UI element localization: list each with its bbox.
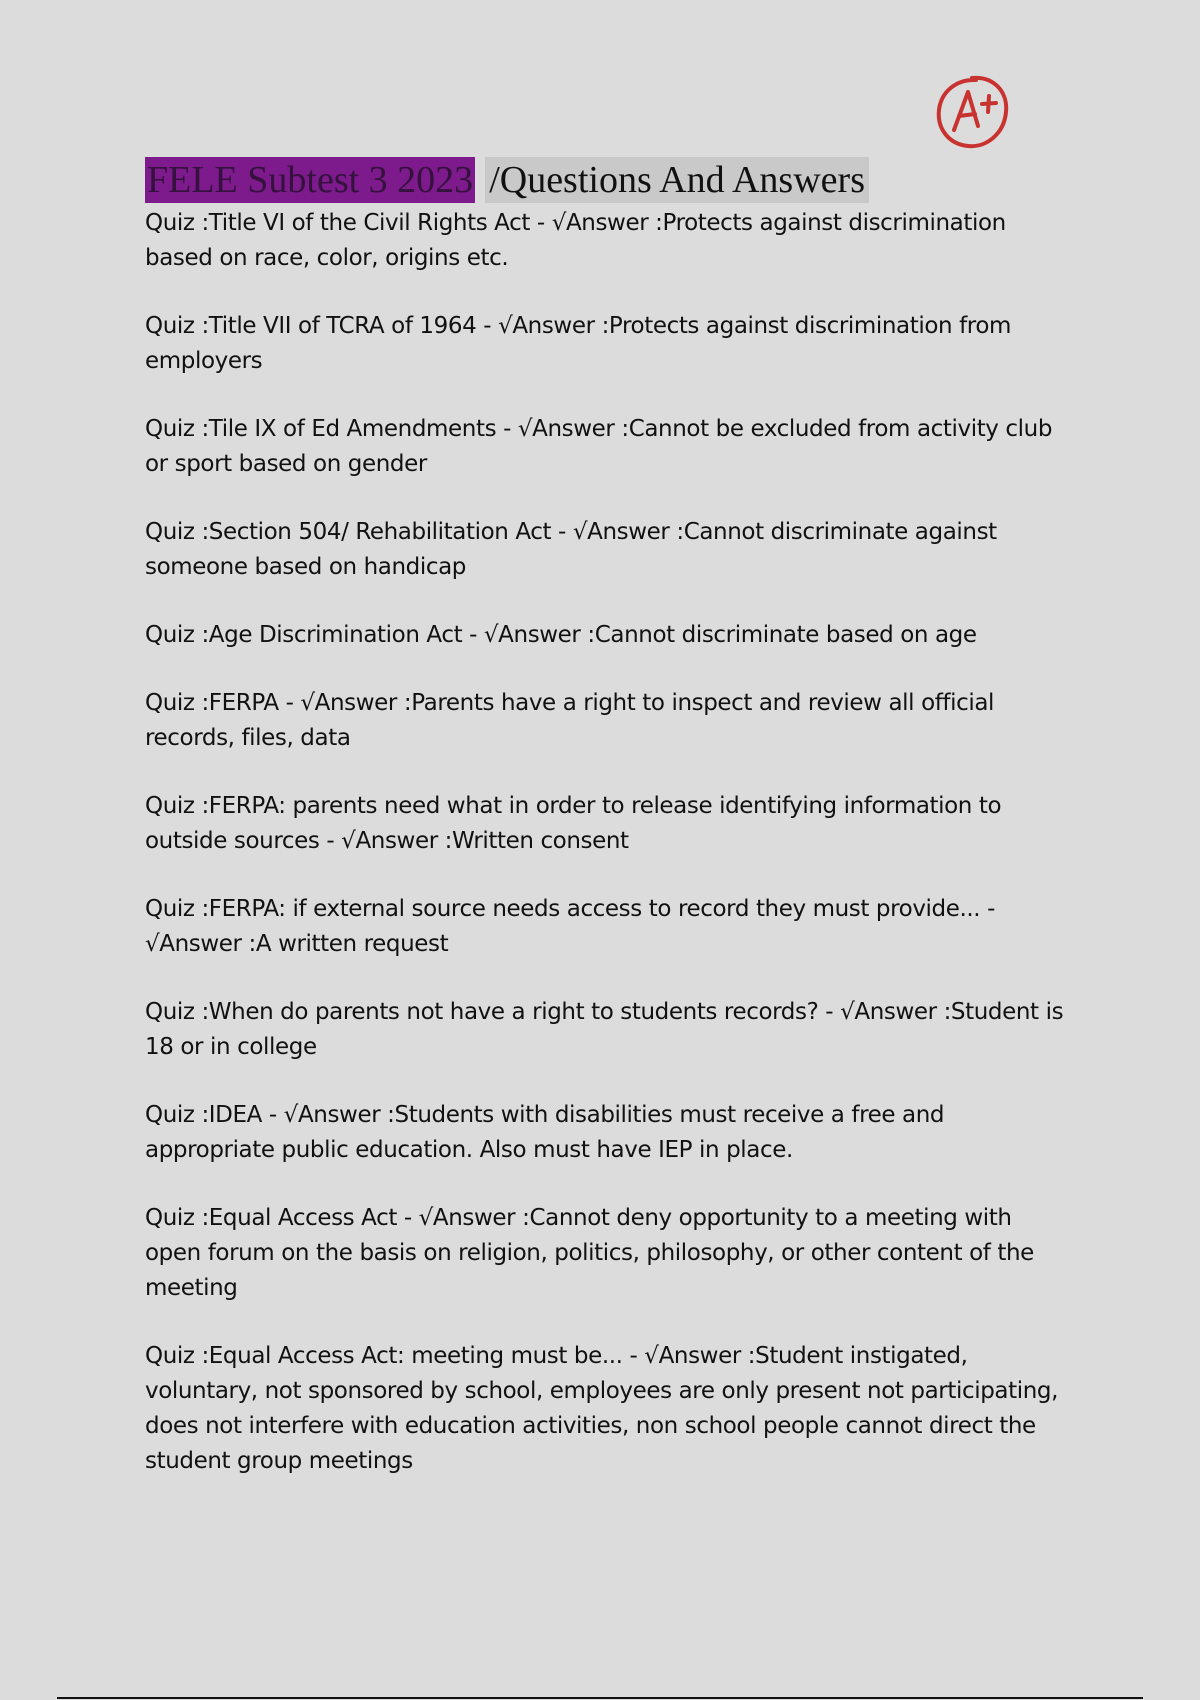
qa-item: Quiz :Equal Access Act: meeting must be... - √Answer :Student instigated, voluntary, not sponsored by school, employees are only present not participating, does not interfere with education activities, non school people cannot direct the student group meetings xyxy=(145,1343,1058,1474)
qa-item: Quiz :IDEA - √Answer :Students with disabilities must receive a free and appropriate public education. Also must have IEP in place. xyxy=(145,1102,945,1163)
footer-divider xyxy=(57,1697,1143,1699)
qa-item: Quiz :FERPA: if external source needs access to record they must provide... - √Answer :A written request xyxy=(145,896,996,957)
qa-item: Quiz :FERPA: parents need what in order to release identifying information to outside sources - √Answer :Written consent xyxy=(145,793,1002,854)
qa-item: Quiz :Title VI of the Civil Rights Act - √Answer :Protects against discrimination based on race, color, origins etc. xyxy=(145,210,1006,271)
qa-item: Quiz :Section 504/ Rehabilitation Act - √Answer :Cannot discriminate against someone based on handicap xyxy=(145,519,997,580)
title-highlight: FELE Subtest 3 2023 xyxy=(147,159,474,201)
qa-item: Quiz :FERPA - √Answer :Parents have a right to inspect and review all official records, files, data xyxy=(145,690,995,751)
title-rest: /Questions And Answers xyxy=(485,157,869,203)
qa-item: Quiz :Title VII of TCRA of 1964 - √Answer :Protects against discrimination from employers xyxy=(145,313,1012,374)
qa-item: Quiz :Age Discrimination Act - √Answer :Cannot discriminate based on age xyxy=(145,622,977,648)
qa-item: Quiz :Equal Access Act - √Answer :Cannot deny opportunity to a meeting with open forum on the basis on religion, politics, philosophy, or other content of the meeting xyxy=(145,1205,1034,1301)
qa-item: Quiz :When do parents not have a right to students records? - √Answer :Student is 18 or in college xyxy=(145,999,1064,1060)
document-title xyxy=(145,156,869,204)
grade-stamp-icon xyxy=(932,72,1012,152)
qa-list xyxy=(145,206,1065,1512)
qa-item: Quiz :Tile IX of Ed Amendments - √Answer :Cannot be excluded from activity club or sport based on gender xyxy=(145,416,1053,477)
